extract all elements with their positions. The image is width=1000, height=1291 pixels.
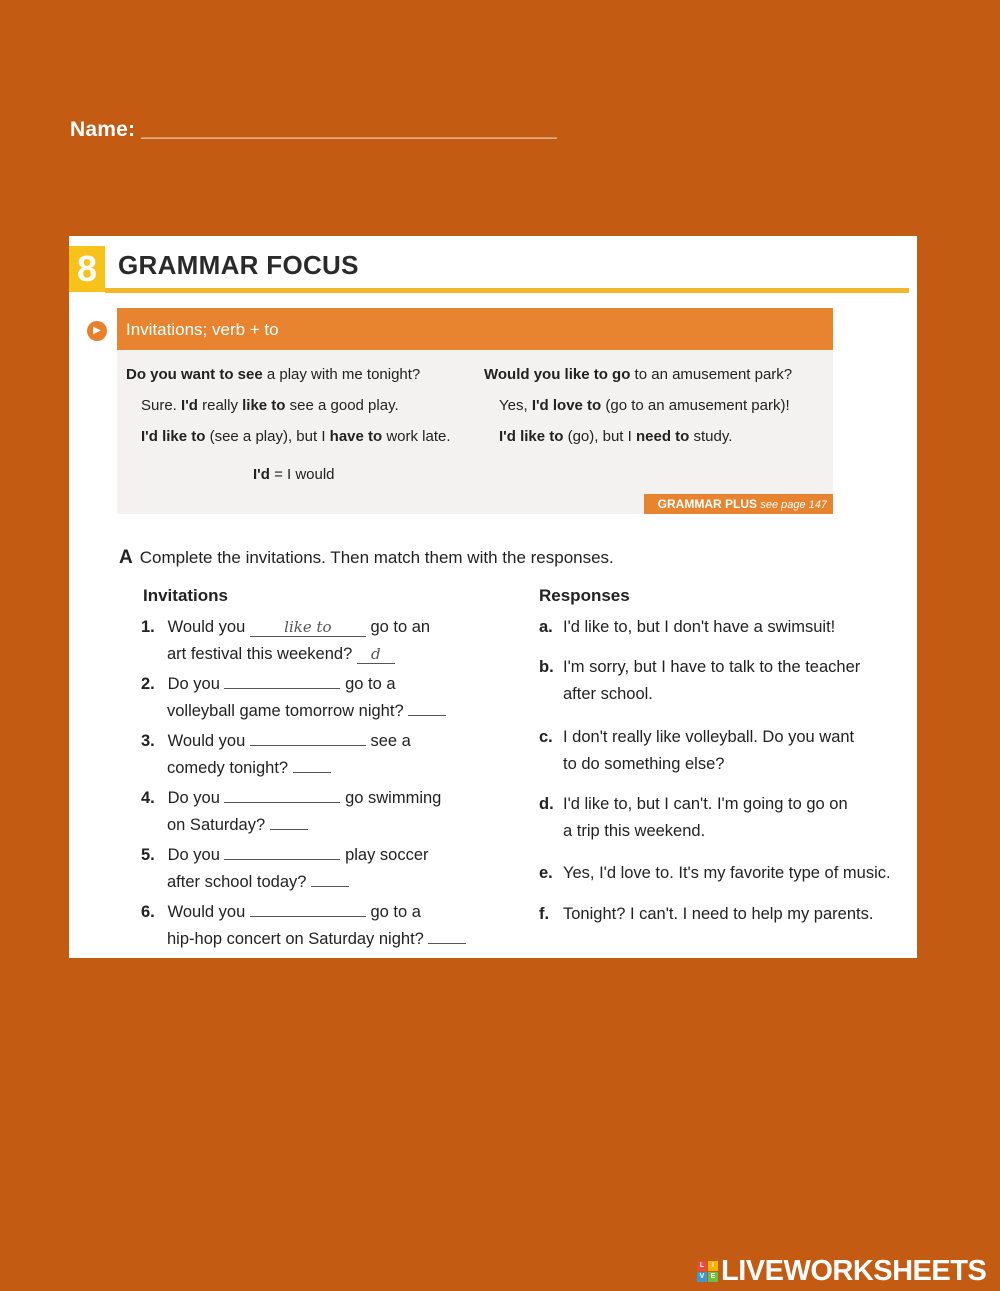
response-item: b. I'm sorry, but I have to talk to the teacher after school.: [539, 658, 861, 703]
grammar-box-heading: Invitations; verb + to: [117, 308, 833, 350]
answer-blank[interactable]: [224, 859, 340, 860]
match-blank[interactable]: [293, 772, 331, 773]
unit-number: 8: [69, 246, 105, 292]
match-blank[interactable]: [428, 943, 466, 944]
title-rule: [105, 288, 909, 293]
logo-mark-icon: L I V E: [697, 1261, 718, 1282]
response-item: e. Yes, I'd love to. It's my favorite type of music.: [539, 864, 891, 882]
match-blank[interactable]: [270, 829, 308, 830]
match-blank[interactable]: d: [357, 645, 395, 664]
invitation-item: 6. Would you go to a hip-hop concert on Saturday night?: [141, 899, 466, 953]
grammar-line: Would you like to go to an amusement park?: [484, 366, 793, 383]
liveworksheets-logo: L I V E LIVEWORKSHEETS: [697, 1256, 986, 1286]
answer-blank[interactable]: [250, 745, 366, 746]
response-item: d. I'd like to, but I can't. I'm going to go on a trip this weekend.: [539, 795, 848, 840]
invitation-item: 5. Do you play soccer after school today?: [141, 846, 429, 891]
answer-blank[interactable]: [224, 688, 340, 689]
response-item: a. I'd like to, but I don't have a swimsuit!: [539, 618, 836, 636]
invitation-item: 4. Do you go swimming on Saturday?: [141, 789, 442, 834]
responses-heading: Responses: [539, 586, 630, 605]
grammar-line: Do you want to see a play with me tonight?: [126, 366, 421, 383]
grammar-line: I'd like to (see a play), but I have to work late.: [141, 428, 451, 445]
invitation-item: 3. Would you see a comedy tonight?: [141, 732, 411, 777]
invitations-heading: Invitations: [143, 586, 229, 605]
invitation-item: 2. Do you go to a volleyball game tomorrow night?: [141, 671, 446, 725]
match-blank[interactable]: [408, 715, 446, 716]
answer-blank[interactable]: like to: [250, 618, 366, 637]
grammar-line: Yes, I'd love to (go to an amusement park)!: [499, 397, 790, 414]
name-field-label: Name: ___________________________________: [70, 118, 557, 141]
response-item: f. Tonight? I can't. I need to help my parents.: [539, 905, 874, 923]
response-item: c. I don't really like volleyball. Do you want to do something else?: [539, 728, 855, 773]
contraction-note: I'd = I would: [253, 466, 335, 483]
section-title: GRAMMAR FOCUS: [118, 250, 359, 280]
grammar-line: Sure. I'd really like to see a good play.: [141, 397, 399, 414]
answer-blank[interactable]: [250, 916, 366, 917]
match-blank[interactable]: [311, 886, 349, 887]
answer-blank[interactable]: [224, 802, 340, 803]
exercise-instruction: A Complete the invitations. Then match them with the responses.: [119, 547, 614, 568]
invitation-item: 1. Would you like to go to an art festival this weekend? d: [141, 618, 431, 663]
grammar-plus-tag[interactable]: GRAMMAR PLUS see page 147: [644, 494, 833, 514]
grammar-box: [117, 308, 833, 514]
grammar-line: I'd like to (go), but I need to study.: [499, 428, 733, 445]
play-icon[interactable]: ▶: [87, 321, 107, 341]
textbook-page: [69, 236, 917, 958]
